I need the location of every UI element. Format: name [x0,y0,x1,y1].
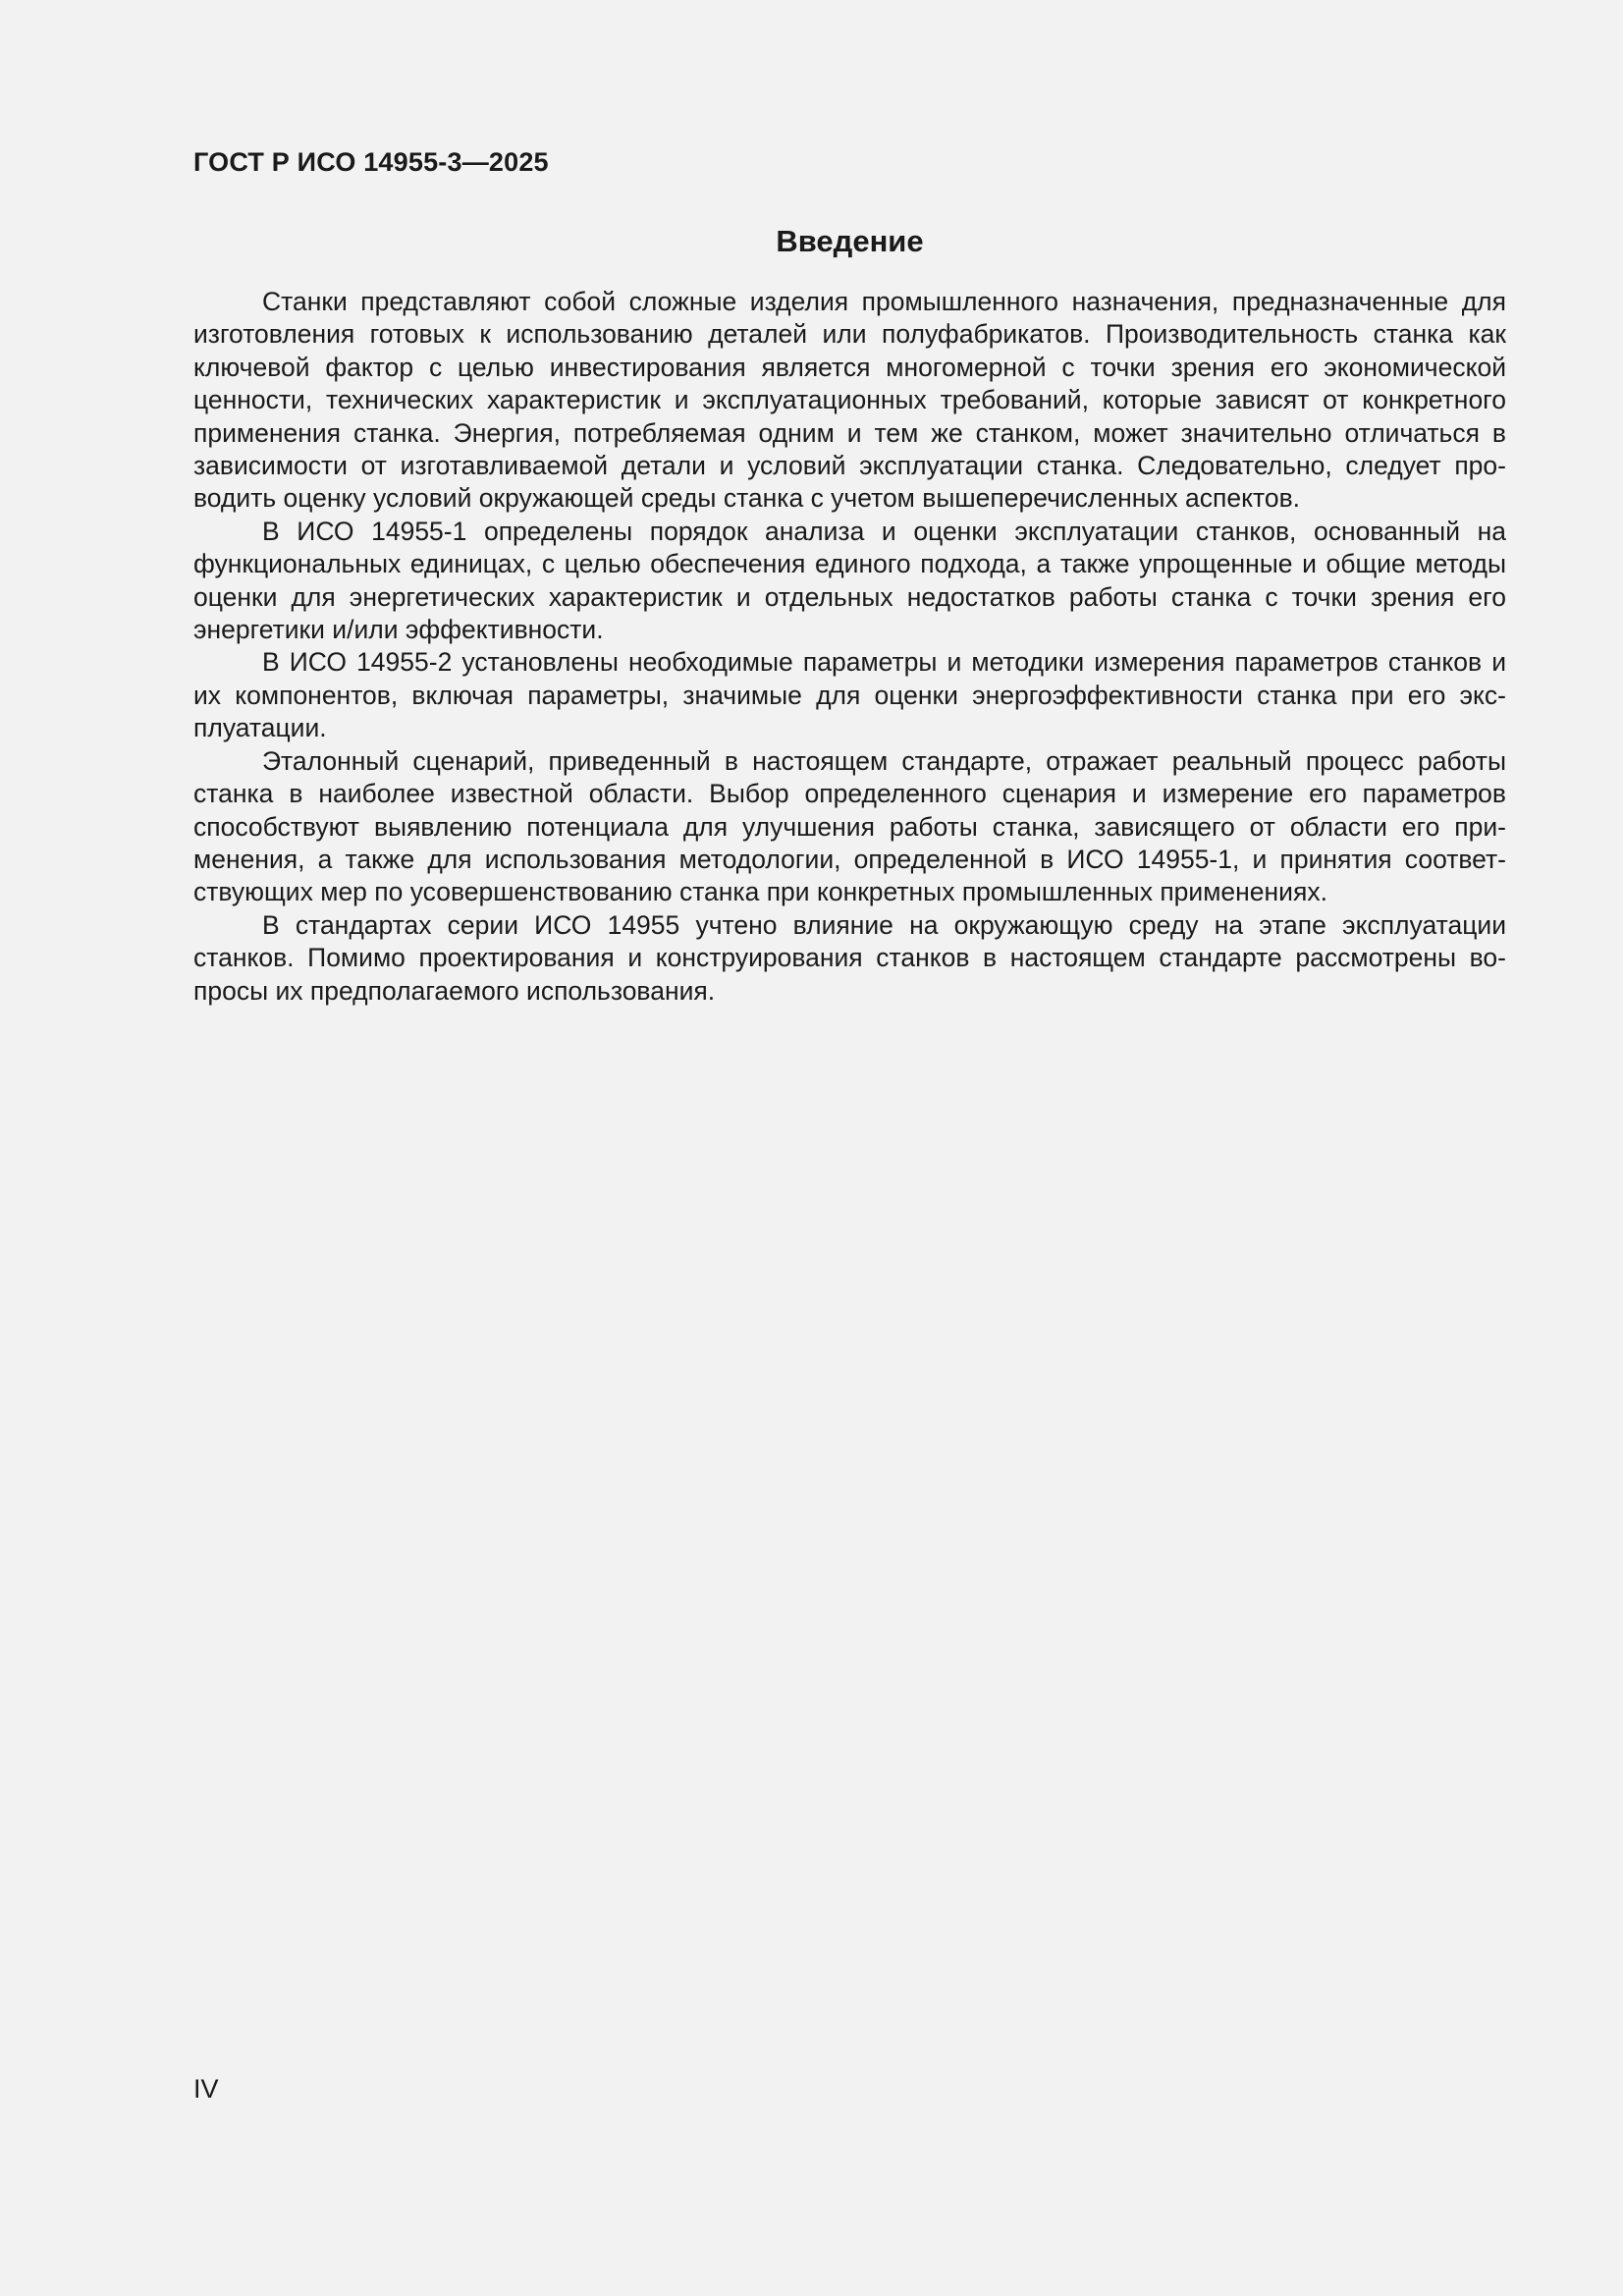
paragraph: Станки представляют собой сложные изделия промышленного назначения, предназначенные для изготовления готовых к использованию деталей или полуфабрикатов. Производительность станка как ключевой фактор с целью инвестирования является многомерной с точки зрения его экономической ценности, технических характеристик и эксплуатационных требований, которые зависят от конкретного применения станка. Энергия, потребляемая одним и тем же станком, может значительно отличаться в зависимости от изготавливаемой детали и условий эксплуатации станка. Следовательно, следует проводить оценку условий окружающей среды станка с учетом вышеперечисленных аспектов. [193,287,1506,514]
section-title: Введение [776,224,924,258]
page-number: IV [193,2074,219,2104]
body-text [193,286,1506,1008]
paragraph: В ИСО 14955-2 установлены необходимые параметры и методики измерения параметров станков и их компонентов, включая параметры, значимые для оценки энергоэффективности станка при его эксплуатации. [193,647,1506,743]
document-code: ГОСТ Р ИСО 14955-3—2025 [193,147,549,177]
paragraph: В ИСО 14955-1 определены порядок анализа и оценки эксплуатации станков, основанный на функциональных единицах, с целью обеспечения единого подхода, а также упрощенные и общие методы оценки для энергетических характеристик и отдельных недостатков работы станка с точки зрения его энергетики и/или эффективности. [193,516,1506,645]
paragraph: В стандартах серии ИСО 14955 учтено влияние на окружающую среду на этапе эксплуатации станков. Помимо проектирования и конструирования станков в настоящем стандарте рассмотрены вопросы их предполагаемого использования. [193,909,1506,1006]
paragraph: Эталонный сценарий, приведенный в настоящем стандарте, отражает реальный процесс работы станка в наиболее известной области. Выбор определенного сценария и измерение его параметров способствуют выявлению потенциала для улучшения работы станка, зависящего от области его применения, а также для использования методологии, определенной в ИСО 14955-1, и принятия соответствующих мер по усовершенствованию станка при конкретных промышленных применениях. [193,745,1506,907]
